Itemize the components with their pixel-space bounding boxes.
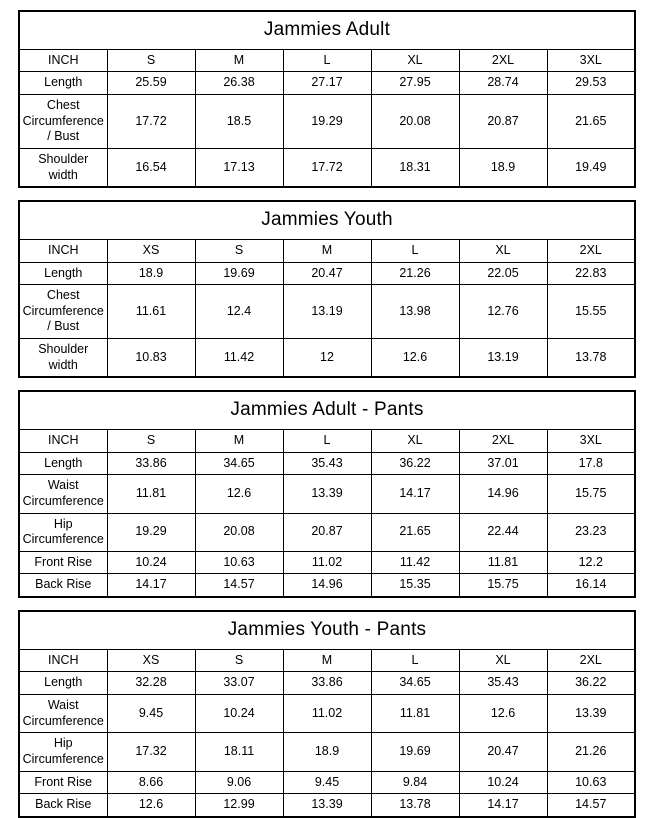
measurement-label: Chest Circumference / Bust [19,285,107,339]
size-header: S [195,239,283,262]
size-header: XL [459,649,547,672]
measurement-value: 27.95 [371,72,459,95]
size-table-jammies-youth [18,200,636,378]
measurement-label: Length [19,672,107,695]
size-header: 2XL [459,430,547,453]
measurement-value: 16.54 [107,148,195,187]
table-row [19,695,635,733]
measurement-value: 19.69 [371,733,459,771]
measurement-value: 36.22 [547,672,635,695]
measurement-value: 11.02 [283,551,371,574]
measurement-label: Back Rise [19,574,107,597]
unit-label: INCH [19,239,107,262]
measurement-value: 13.98 [371,285,459,339]
measurement-value: 20.47 [283,262,371,285]
measurement-label: Hip Circumference [19,733,107,771]
measurement-label: Waist Circumference [19,475,107,513]
measurement-value: 11.42 [195,339,283,378]
measurement-value: 11.81 [371,695,459,733]
measurement-value: 18.9 [459,148,547,187]
measurement-value: 17.8 [547,452,635,475]
table-row [19,72,635,95]
size-header: L [371,649,459,672]
size-header: L [283,430,371,453]
measurement-value: 29.53 [547,72,635,95]
measurement-value: 13.19 [459,339,547,378]
size-header: 3XL [547,430,635,453]
size-header: M [195,49,283,72]
measurement-label: Back Rise [19,794,107,817]
measurement-value: 21.26 [371,262,459,285]
measurement-value: 12.6 [459,695,547,733]
size-header: 3XL [547,49,635,72]
measurement-value: 26.38 [195,72,283,95]
table-title-row [19,201,635,239]
size-header: XS [107,649,195,672]
measurement-value: 13.39 [283,475,371,513]
size-header: XL [371,49,459,72]
size-header: XS [107,239,195,262]
table-row [19,262,635,285]
measurement-value: 12.4 [195,285,283,339]
measurement-value: 12.99 [195,794,283,817]
measurement-label: Length [19,452,107,475]
measurement-value: 8.66 [107,771,195,794]
measurement-label: Length [19,72,107,95]
measurement-value: 13.39 [547,695,635,733]
measurement-value: 21.26 [547,733,635,771]
measurement-value: 14.17 [107,574,195,597]
table-row [19,794,635,817]
table-row [19,574,635,597]
measurement-value: 20.87 [459,95,547,149]
measurement-value: 13.78 [547,339,635,378]
size-header: S [107,49,195,72]
measurement-value: 11.61 [107,285,195,339]
table-title-row [19,391,635,429]
measurement-label: Shoulder width [19,148,107,187]
unit-label: INCH [19,649,107,672]
measurement-value: 19.49 [547,148,635,187]
table-header-row [19,430,635,453]
table-row [19,733,635,771]
size-header: 2XL [547,239,635,262]
measurement-value: 12.6 [195,475,283,513]
table-title-row [19,611,635,649]
table-title-row [19,11,635,49]
measurement-value: 15.55 [547,285,635,339]
measurement-value: 12 [283,339,371,378]
measurement-value: 10.24 [107,551,195,574]
measurement-value: 20.87 [283,513,371,551]
measurement-label: Front Rise [19,551,107,574]
table-title: Jammies Youth - Pants [19,611,635,649]
measurement-value: 11.81 [459,551,547,574]
measurement-value: 22.83 [547,262,635,285]
table-row [19,285,635,339]
table-row [19,672,635,695]
measurement-value: 35.43 [459,672,547,695]
size-header: XL [371,430,459,453]
measurement-value: 15.75 [547,475,635,513]
table-header-row [19,649,635,672]
measurement-value: 14.96 [283,574,371,597]
measurement-value: 33.86 [283,672,371,695]
measurement-value: 11.02 [283,695,371,733]
measurement-value: 25.59 [107,72,195,95]
measurement-value: 12.2 [547,551,635,574]
measurement-value: 33.86 [107,452,195,475]
measurement-value: 37.01 [459,452,547,475]
measurement-value: 15.35 [371,574,459,597]
table-title: Jammies Youth [19,201,635,239]
measurement-value: 10.63 [547,771,635,794]
measurement-value: 17.32 [107,733,195,771]
measurement-value: 20.08 [195,513,283,551]
measurement-label: Waist Circumference [19,695,107,733]
measurement-value: 9.06 [195,771,283,794]
measurement-value: 34.65 [195,452,283,475]
measurement-value: 18.5 [195,95,283,149]
size-header: M [283,649,371,672]
measurement-value: 19.29 [107,513,195,551]
measurement-value: 34.65 [371,672,459,695]
measurement-value: 9.45 [283,771,371,794]
measurement-value: 32.28 [107,672,195,695]
size-table-jammies-youth-pants [18,610,636,818]
table-row [19,513,635,551]
table-header-row [19,239,635,262]
measurement-value: 18.9 [107,262,195,285]
table-row [19,95,635,149]
size-header: L [371,239,459,262]
size-header: S [107,430,195,453]
size-table-jammies-adult-pants [18,390,636,598]
measurement-value: 12.76 [459,285,547,339]
measurement-value: 18.31 [371,148,459,187]
unit-label: INCH [19,430,107,453]
measurement-value: 10.24 [195,695,283,733]
measurement-value: 21.65 [371,513,459,551]
measurement-value: 14.96 [459,475,547,513]
size-header: XL [459,239,547,262]
size-header: M [283,239,371,262]
measurement-value: 17.72 [283,148,371,187]
measurement-value: 14.57 [547,794,635,817]
measurement-value: 19.29 [283,95,371,149]
size-header: 2XL [547,649,635,672]
measurement-label: Shoulder width [19,339,107,378]
measurement-label: Hip Circumference [19,513,107,551]
unit-label: INCH [19,49,107,72]
measurement-value: 35.43 [283,452,371,475]
measurement-value: 22.44 [459,513,547,551]
measurement-value: 11.81 [107,475,195,513]
size-table-jammies-adult [18,10,636,188]
measurement-value: 14.17 [459,794,547,817]
measurement-value: 13.19 [283,285,371,339]
table-header-row [19,49,635,72]
measurement-value: 10.24 [459,771,547,794]
table-row [19,148,635,187]
measurement-value: 12.6 [107,794,195,817]
measurement-value: 11.42 [371,551,459,574]
measurement-value: 10.83 [107,339,195,378]
table-row [19,551,635,574]
measurement-value: 20.08 [371,95,459,149]
measurement-value: 14.17 [371,475,459,513]
size-header: L [283,49,371,72]
measurement-value: 18.11 [195,733,283,771]
measurement-value: 9.84 [371,771,459,794]
measurement-value: 17.72 [107,95,195,149]
measurement-value: 33.07 [195,672,283,695]
measurement-value: 22.05 [459,262,547,285]
size-header: 2XL [459,49,547,72]
measurement-value: 16.14 [547,574,635,597]
measurement-label: Length [19,262,107,285]
table-row [19,339,635,378]
measurement-label: Chest Circumference / Bust [19,95,107,149]
measurement-value: 19.69 [195,262,283,285]
measurement-value: 17.13 [195,148,283,187]
measurement-value: 15.75 [459,574,547,597]
measurement-value: 13.78 [371,794,459,817]
measurement-value: 13.39 [283,794,371,817]
table-title: Jammies Adult - Pants [19,391,635,429]
measurement-value: 9.45 [107,695,195,733]
measurement-value: 21.65 [547,95,635,149]
measurement-value: 20.47 [459,733,547,771]
table-row [19,452,635,475]
table-row [19,771,635,794]
size-header: S [195,649,283,672]
size-header: M [195,430,283,453]
table-title: Jammies Adult [19,11,635,49]
table-row [19,475,635,513]
measurement-label: Front Rise [19,771,107,794]
measurement-value: 12.6 [371,339,459,378]
measurement-value: 14.57 [195,574,283,597]
measurement-value: 18.9 [283,733,371,771]
measurement-value: 27.17 [283,72,371,95]
measurement-value: 36.22 [371,452,459,475]
measurement-value: 23.23 [547,513,635,551]
measurement-value: 10.63 [195,551,283,574]
measurement-value: 28.74 [459,72,547,95]
